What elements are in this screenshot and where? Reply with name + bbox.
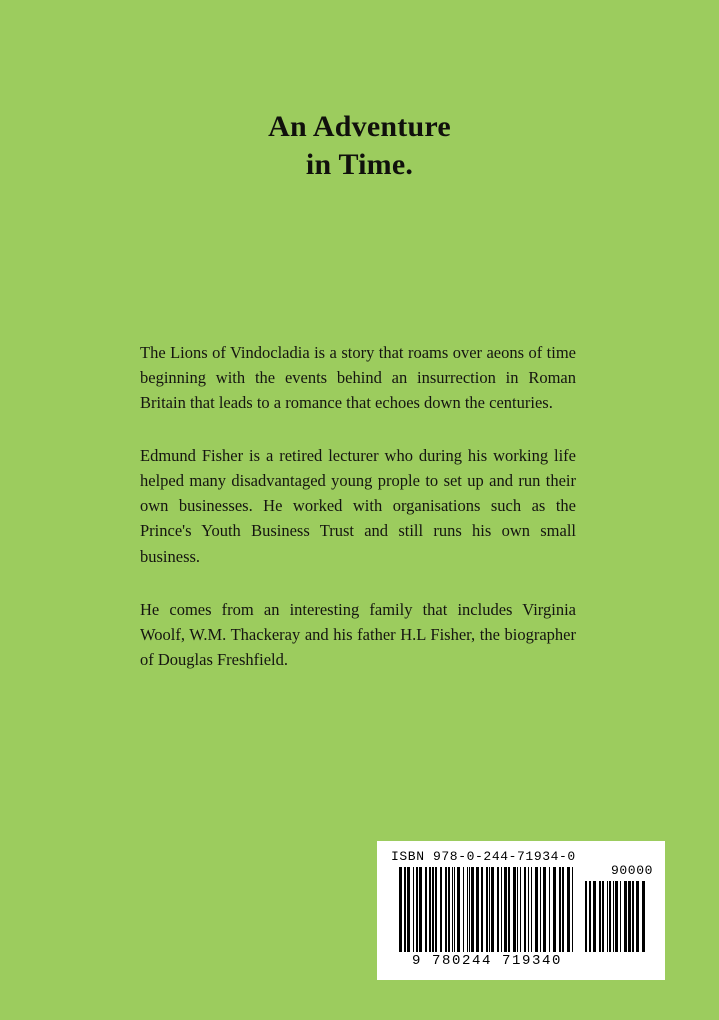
isbn-label: ISBN 978-0-244-71934-0 xyxy=(391,849,576,864)
title-line-1: An Adventure xyxy=(268,110,451,143)
page-title xyxy=(0,108,719,185)
blurb-text xyxy=(140,340,576,672)
barcode-block xyxy=(377,841,665,980)
barcode-bars-main xyxy=(399,867,575,952)
barcode-bars-addon xyxy=(585,881,649,952)
barcode-digits: 9 780244 719340 xyxy=(411,953,563,969)
blurb-paragraph-3: He comes from an interesting family that includes Virginia Woolf, W.M. Thackeray and his father H.L Fisher, the biographer of Douglas Freshfield. xyxy=(140,599,576,669)
blurb-paragraph-1: The Lions of Vindocladia is a story that roams over aeons of time beginning with the events behind an insurrection in Roman Britain that leads to a romance that echoes down the centuries. xyxy=(140,343,576,413)
blurb-paragraph-2: Edmund Fisher is a retired lecturer who during his working life helped many disadvantaged young prople to set up and run their own businesses. He worked with organisations such as the Prince's Youth Business Trust and still runs his own small business. xyxy=(140,446,576,566)
title-line-2: in Time. xyxy=(305,148,414,182)
barcode-addon-label: 90000 xyxy=(610,863,653,878)
